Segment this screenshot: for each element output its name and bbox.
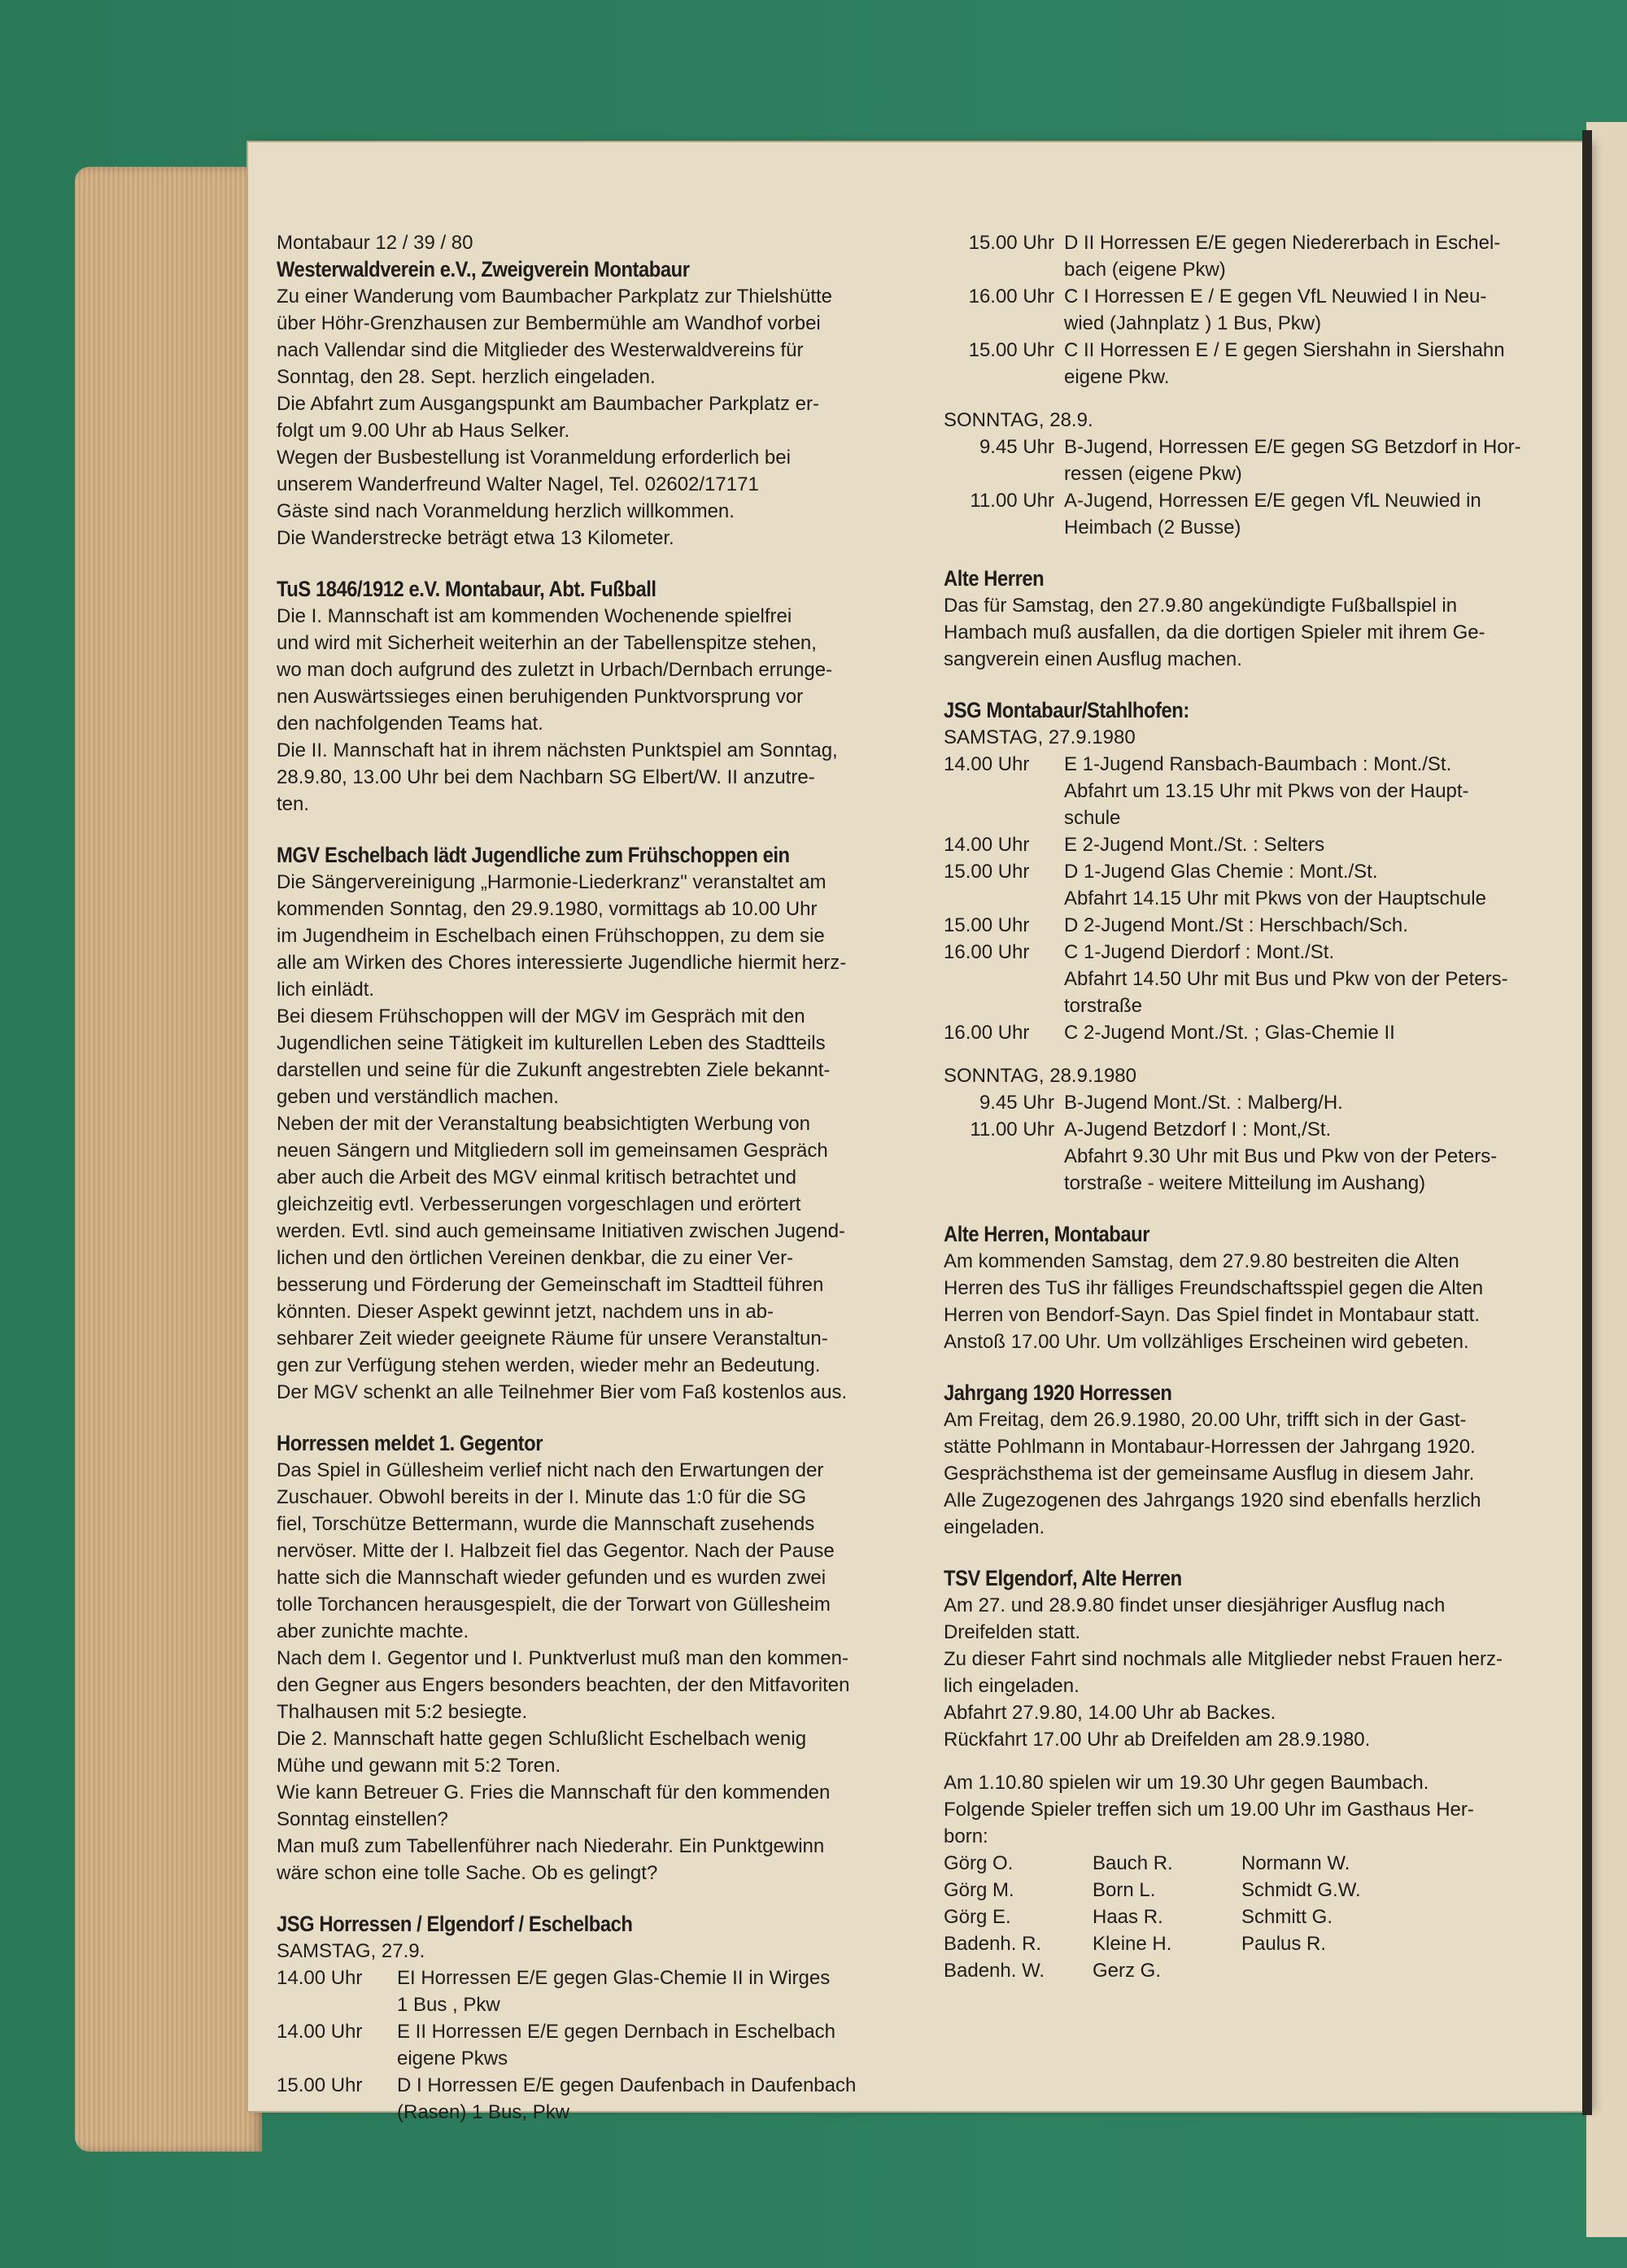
text-line: unserem Wanderfreund Walter Nagel, Tel. 02602/17171 (277, 473, 759, 495)
schedule-time: 9.45 Uhr (979, 1092, 1054, 1114)
player-name: Schmidt G.W. (1241, 1879, 1361, 1901)
article-heading: MGV Eschelbach lädt Jugendliche zum Frühschoppen ein (277, 843, 790, 867)
text-line: Sonntag einstellen? (277, 1808, 448, 1830)
text-line: fiel, Torschütze Bettermann, wurde die Mannschaft zusehends (277, 1513, 815, 1535)
text-line: nen Auswärtssieges einen beruhigenden Punktvorsprung vor (277, 686, 804, 708)
schedule-text: D II Horressen E/E gegen Niedererbach in Eschel- (1064, 232, 1501, 254)
schedule-row (944, 487, 1562, 514)
schedule-row (944, 939, 1562, 966)
text-line: lich einlädt. (277, 979, 375, 1001)
text-line: eingeladen. (944, 1516, 1045, 1538)
schedule-text: Abfahrt 14.50 Uhr mit Bus und Pkw von der Peters- (1064, 968, 1508, 990)
article-heading: Alte Herren (944, 566, 1045, 591)
schedule-text: A-Jugend, Horressen E/E gegen VfL Neuwied in (1064, 490, 1481, 512)
text-line: Man muß zum Tabellenführer nach Niederahr. Ein Punktgewinn (277, 1835, 825, 1857)
schedule-time: 14.00 Uhr (944, 834, 1030, 856)
schedule-row (944, 831, 1562, 858)
schedule-text: Heimbach (2 Busse) (1064, 517, 1241, 539)
schedule-text: E 2-Jugend Mont./St. : Selters (1064, 834, 1325, 856)
player-list (944, 1850, 1390, 1984)
schedule-time: 15.00 Uhr (944, 914, 1030, 936)
article-jsg-horressen-continued (944, 229, 1562, 541)
text-line: Herren des TuS ihr fälliges Freundschaftsspiel gegen die Alten (944, 1277, 1484, 1299)
text-line: Sonntag, den 28. Sept. herzlich eingeladen. (277, 366, 656, 388)
schedule-text: wied (Jahnplatz ) 1 Bus, Pkw) (1064, 312, 1322, 334)
player-name: Haas R. (1093, 1906, 1163, 1928)
text-line: Die I. Mannschaft ist am kommenden Wochenende spielfrei (277, 605, 792, 627)
article-westerwaldverein (277, 229, 944, 552)
text-line: Rückfahrt 17.00 Uhr ab Dreifelden am 28.9.1980. (944, 1729, 1371, 1751)
text-line: Folgende Spieler treffen sich um 19.00 Uhr im Gasthaus Her- (944, 1799, 1474, 1821)
player-name: Gerz G. (1093, 1960, 1162, 1982)
text-line: stätte Pohlmann in Montabaur-Horressen der Jahrgang 1920. (944, 1436, 1476, 1458)
schedule-time: 15.00 Uhr (277, 2074, 363, 2096)
text-line: den Gegner aus Engers besonders beachten, der den Mitfavoriten (277, 1674, 850, 1696)
text-line: Anstoß 17.00 Uhr. Um vollzähliges Erscheinen wird gebeten. (944, 1331, 1469, 1353)
text-line: Wegen der Busbestellung ist Voranmeldung erforderlich bei (277, 447, 791, 469)
schedule-row (277, 2018, 944, 2045)
schedule-text: eigene Pkws (397, 2048, 508, 2070)
text-line: Hambach muß ausfallen, da die dortigen Spieler mit ihrem Ge- (944, 622, 1485, 643)
text-line: lich eingeladen. (944, 1675, 1080, 1697)
player-name (1241, 1957, 1390, 1984)
player-name: Görg M. (944, 1879, 1014, 1901)
schedule-row (944, 912, 1562, 939)
article-heading: Horressen meldet 1. Gegentor (277, 1431, 543, 1455)
article-jsg-horressen (277, 1911, 944, 2126)
player-name: Born L. (1093, 1879, 1156, 1901)
schedule-row (944, 1019, 1562, 1046)
text-line: Abfahrt 27.9.80, 14.00 Uhr ab Backes. (944, 1702, 1276, 1724)
article-alte-herren (944, 565, 1562, 673)
schedule-text: C 1-Jugend Dierdorf : Mont./St. (1064, 941, 1335, 963)
schedule-day: SONNTAG, 28.9. (944, 409, 1093, 431)
right-column (944, 229, 1562, 1984)
player-name: Görg O. (944, 1852, 1014, 1874)
schedule-row (944, 1116, 1562, 1143)
text-line: könnten. Dieser Aspekt gewinnt jetzt, nachdem uns in ab- (277, 1301, 774, 1323)
schedule-time: 9.45 Uhr (979, 436, 1054, 458)
text-line: Am Freitag, dem 26.9.1980, 20.00 Uhr, trifft sich in der Gast- (944, 1409, 1467, 1431)
text-line: darstellen und seine für die Zukunft angestrebten Ziele bekannt- (277, 1059, 831, 1081)
text-line: Am 27. und 28.9.80 findet unser diesjähriger Ausflug nach (944, 1594, 1446, 1616)
schedule-text: A-Jugend Betzdorf I : Mont,/St. (1064, 1119, 1332, 1141)
article-heading: JSG Horressen / Elgendorf / Eschelbach (277, 1912, 633, 1936)
text-line: gen zur Verfügung stehen werden, wieder mehr an Bedeutung. (277, 1354, 821, 1376)
schedule-time: 16.00 Uhr (944, 1022, 1030, 1044)
text-line: Zu einer Wanderung vom Baumbacher Parkplatz zur Thielshütte (277, 286, 833, 307)
player-row (944, 1904, 1390, 1930)
text-line: werden. Evtl. sind auch gemeinsame Initiativen zwischen Jugend- (277, 1220, 846, 1242)
text-line: aber zunichte machte. (277, 1620, 469, 1642)
player-name: Kleine H. (1093, 1933, 1172, 1955)
text-line: wo man doch aufgrund des zuletzt in Urbach/Dernbach errunge- (277, 659, 833, 681)
schedule-day: SAMSTAG, 27.9.1980 (944, 726, 1136, 748)
schedule-row (944, 434, 1562, 460)
article-alte-herren-montabaur (944, 1221, 1562, 1355)
text-line: Gesprächsthema ist der gemeinsame Ausflug in diesem Jahr. (944, 1463, 1475, 1485)
schedule-row (944, 337, 1562, 364)
schedule-text: C II Horressen E / E gegen Siershahn in Siershahn (1064, 339, 1505, 361)
schedule-text: D I Horressen E/E gegen Daufenbach in Daufenbach (397, 2074, 857, 2096)
schedule-text: B-Jugend, Horressen E/E gegen SG Betzdorf in Hor- (1064, 436, 1521, 458)
article-horressen-gegentor (277, 1430, 944, 1886)
schedule-text: (Rasen) 1 Bus, Pkw (397, 2101, 570, 2123)
text-line: aber auch die Arbeit des MGV einmal kritisch betrachtet und (277, 1167, 796, 1189)
schedule-text: schule (1064, 807, 1121, 829)
player-name: Schmitt G. (1241, 1906, 1333, 1928)
schedule-text: torstraße - weitere Mitteilung im Aushang) (1064, 1172, 1426, 1194)
article-heading: JSG Montabaur/Stahlhofen: (944, 698, 1189, 722)
text-line: gleichzeitig evtl. Verbesserungen vorgeschlagen und erörtert (277, 1193, 801, 1215)
schedule-text: eigene Pkw. (1064, 366, 1170, 388)
text-line: Das Spiel in Güllesheim verlief nicht nach den Erwartungen der (277, 1459, 824, 1481)
text-line: alle am Wirken des Chores interessierte Jugendliche hiermit herz- (277, 952, 847, 974)
text-line: Am 1.10.80 spielen wir um 19.30 Uhr gegen Baumbach. (944, 1772, 1429, 1794)
schedule-row (944, 858, 1562, 885)
schedule-text: Abfahrt um 13.15 Uhr mit Pkws von der Haupt- (1064, 780, 1469, 802)
text-line: Thalhausen mit 5:2 besiegte. (277, 1701, 528, 1723)
player-row (944, 1850, 1390, 1877)
schedule-row (944, 751, 1562, 778)
text-line: nach Vallendar sind die Mitglieder des Westerwaldvereins für (277, 339, 804, 361)
schedule-time: 16.00 Uhr (968, 286, 1054, 307)
schedule-text: C 2-Jugend Mont./St. ; Glas-Chemie II (1064, 1022, 1395, 1044)
text-line: Die II. Mannschaft hat in ihrem nächsten Punktspiel am Sonntag, (277, 739, 838, 761)
schedule-text: B-Jugend Mont./St. : Malberg/H. (1064, 1092, 1343, 1114)
player-name: Bauch R. (1093, 1852, 1173, 1874)
text-line: Die 2. Mannschaft hatte gegen Schlußlicht Eschelbach wenig (277, 1728, 807, 1750)
schedule-row (944, 283, 1562, 310)
book-page-edges (75, 167, 262, 2152)
text-line: tolle Torchancen herausgespielt, die der Torwart von Güllesheim (277, 1594, 831, 1616)
text-line: Neben der mit der Veranstaltung beabsichtigten Werbung von (277, 1113, 810, 1135)
book-right-edge (1586, 122, 1627, 2237)
text-line: Mühe und gewann mit 5:2 Toren. (277, 1755, 561, 1777)
schedule-time: 14.00 Uhr (277, 2021, 363, 2043)
schedule-time: 11.00 Uhr (970, 490, 1054, 512)
text-line: Am kommenden Samstag, dem 27.9.80 bestreiten die Alten (944, 1250, 1459, 1272)
schedule-row (944, 229, 1562, 256)
text-line: sehbarer Zeit wieder geeignete Räume für unsere Veranstaltun- (277, 1328, 828, 1350)
text-line: sangverein einen Ausflug machen. (944, 648, 1242, 670)
text-line: neuen Sängern und Mitgliedern soll im gemeinsamen Gespräch (277, 1140, 828, 1162)
text-line: Die Abfahrt zum Ausgangspunkt am Baumbacher Parkplatz er- (277, 393, 820, 415)
schedule-text: Abfahrt 9.30 Uhr mit Bus und Pkw von der Peters- (1064, 1145, 1498, 1167)
article-heading: Alte Herren, Montabaur (944, 1222, 1150, 1246)
text-line: besserung und Förderung der Gemeinschaft im Stadtteil führen (277, 1274, 824, 1296)
schedule-text: bach (eigene Pkw) (1064, 259, 1226, 281)
article-heading: TSV Elgendorf, Alte Herren (944, 1566, 1182, 1590)
text-line: Nach dem I. Gegentor und I. Punktverlust muß man den kommen- (277, 1647, 848, 1669)
schedule-time: 15.00 Uhr (968, 339, 1054, 361)
text-line: Das für Samstag, den 27.9.80 angekündigte Fußballspiel in (944, 595, 1458, 617)
text-line: Zuschauer. Obwohl bereits in der I. Minute das 1:0 für die SG (277, 1486, 806, 1508)
schedule-time: 11.00 Uhr (970, 1119, 1054, 1141)
article-tus-montabaur (277, 576, 944, 818)
player-row (944, 1877, 1390, 1904)
text-line: über Höhr-Grenzhausen zur Bembermühle am Wandhof vorbei (277, 312, 821, 334)
article-jsg-montabaur (944, 697, 1562, 1197)
player-name: Badenh. R. (944, 1933, 1042, 1955)
schedule-row (277, 2072, 944, 2099)
text-line: lichen und den örtlichen Vereinen denkbar, die zu einer Ver- (277, 1247, 794, 1269)
schedule-text: EI Horressen E/E gegen Glas-Chemie II in Wirges (397, 1967, 831, 1989)
player-row (944, 1930, 1390, 1957)
article-heading: TuS 1846/1912 e.V. Montabaur, Abt. Fußball (277, 577, 656, 601)
text-line: folgt um 9.00 Uhr ab Haus Selker. (277, 420, 570, 442)
text-line: Der MGV schenkt an alle Teilnehmer Bier vom Faß kostenlos aus. (277, 1381, 848, 1403)
text-line: Gäste sind nach Voranmeldung herzlich willkommen. (277, 500, 735, 522)
text-line: nervöser. Mitte der I. Halbzeit fiel das Gegentor. Nach der Pause (277, 1540, 835, 1562)
text-line: ten. (277, 793, 310, 815)
text-line: kommenden Sonntag, den 29.9.1980, vormittags ab 10.00 Uhr (277, 898, 818, 920)
text-line: Dreifelden statt. (944, 1621, 1081, 1643)
schedule-row (944, 1089, 1562, 1116)
page-reference: Montabaur 12 / 39 / 80 (277, 232, 473, 254)
schedule-text: D 2-Jugend Mont./St : Herschbach/Sch. (1064, 914, 1408, 936)
schedule-day: SAMSTAG, 27.9. (277, 1940, 425, 1962)
text-line: im Jugendheim in Eschelbach einen Frühschoppen, zu dem sie (277, 925, 825, 947)
player-name: Paulus R. (1241, 1933, 1327, 1955)
schedule-text: D 1-Jugend Glas Chemie : Mont./St. (1064, 861, 1378, 883)
player-name: Badenh. W. (944, 1960, 1045, 1982)
left-column (277, 229, 944, 2126)
article-heading: Jahrgang 1920 Horressen (944, 1380, 1172, 1405)
article-heading: Westerwaldverein e.V., Zweigverein Montabaur (277, 257, 690, 281)
text-line: wäre schon eine tolle Sache. Ob es gelingt? (277, 1862, 658, 1884)
schedule-text: E 1-Jugend Ransbach-Baumbach : Mont./St. (1064, 753, 1452, 775)
schedule-day: SONNTAG, 28.9.1980 (944, 1065, 1136, 1087)
text-line: Herren von Bendorf-Sayn. Das Spiel findet in Montabaur statt. (944, 1304, 1481, 1326)
schedule-text: C I Horressen E / E gegen VfL Neuwied I in Neu- (1064, 286, 1487, 307)
schedule-text: Abfahrt 14.15 Uhr mit Pkws von der Hauptschule (1064, 888, 1486, 909)
schedule-time: 16.00 Uhr (944, 941, 1030, 963)
text-line: 28.9.80, 13.00 Uhr bei dem Nachbarn SG Elbert/W. II anzutre- (277, 766, 815, 788)
text-line: den nachfolgenden Teams hat. (277, 713, 543, 735)
text-line: Alle Zugezogenen des Jahrgangs 1920 sind ebenfalls herzlich (944, 1489, 1481, 1511)
schedule-time: 15.00 Uhr (968, 232, 1054, 254)
schedule-text: ressen (eigene Pkw) (1064, 463, 1242, 485)
page-gutter-line (1582, 130, 1592, 2115)
text-line: Die Wanderstrecke beträgt etwa 13 Kilometer. (277, 527, 674, 549)
player-name: Görg E. (944, 1906, 1011, 1928)
schedule-text: torstraße (1064, 995, 1143, 1017)
text-line: geben und verständlich machen. (277, 1086, 559, 1108)
schedule-text: 1 Bus , Pkw (397, 1994, 500, 2016)
text-line: Zu dieser Fahrt sind nochmals alle Mitglieder nebst Frauen herz- (944, 1648, 1503, 1670)
text-line: Wie kann Betreuer G. Fries die Mannschaft für den kommenden (277, 1782, 831, 1803)
player-row (944, 1957, 1390, 1984)
player-name: Normann W. (1241, 1852, 1350, 1874)
article-mgv-eschelbach (277, 842, 944, 1406)
schedule-time: 15.00 Uhr (944, 861, 1030, 883)
text-line: Jugendlichen seine Tätigkeit im kulturellen Leben des Stadtteils (277, 1032, 826, 1054)
schedule-text: E II Horressen E/E gegen Dernbach in Eschelbach (397, 2021, 835, 2043)
schedule-row (277, 1965, 944, 1991)
text-line: Die Sängervereinigung „Harmonie-Liederkranz" veranstaltet am (277, 871, 827, 893)
text-line: hatte sich die Mannschaft wieder gefunden und es wurden zwei (277, 1567, 827, 1589)
article-jahrgang-1920 (944, 1380, 1562, 1541)
schedule-time: 14.00 Uhr (277, 1967, 363, 1989)
text-line: born: (944, 1825, 988, 1847)
article-tsv-elgendorf (944, 1565, 1562, 1984)
schedule-time: 14.00 Uhr (944, 753, 1030, 775)
text-line: und wird mit Sicherheit weiterhin an der Tabellenspitze stehen, (277, 632, 817, 654)
text-line: Bei diesem Frühschoppen will der MGV im Gespräch mit den (277, 1005, 805, 1027)
